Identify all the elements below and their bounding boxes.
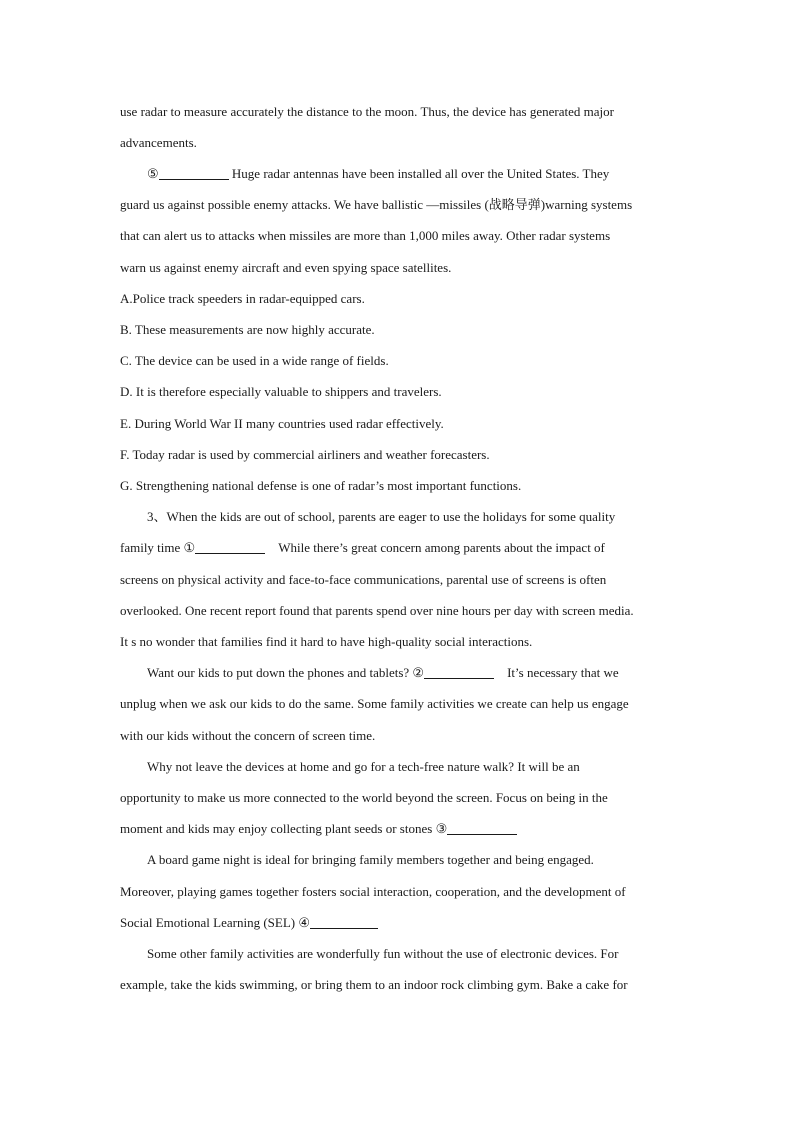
option-f: F. Today radar is used by commercial airliners and weather forecasters. [120,447,490,462]
text-line: guard us against possible enemy attacks. We have ballistic —missiles (战略导弹)warning systems [120,197,633,212]
answer-blank-4[interactable] [310,916,378,929]
text-line: use radar to measure accurately the distance to the moon. Thus, the device has generated major [120,104,614,119]
answer-blank-3[interactable] [447,822,517,835]
text-span: Huge radar antennas have been installed all over the United States. They [231,166,610,181]
option-g: G. Strengthening national defense is one of radar’s most important functions. [120,478,522,493]
text-line: overlooked. One recent report found that parents spend over nine hours per day with screen media. [120,603,634,618]
text-line-with-blank [120,540,676,556]
text-line: with our kids without the concern of screen time. [120,728,376,743]
text-line-with-blank [120,821,676,837]
text-line: It s no wonder that families find it hard to have high-quality social interactions. [120,634,533,649]
option-d: D. It is therefore especially valuable to shippers and travelers. [120,384,442,399]
text-line: Why not leave the devices at home and go for a tech-free nature walk? It will be an [147,759,580,774]
blank-number-1: ① [183,540,196,555]
text-line: example, take the kids swimming, or bring them to an indoor rock climbing gym. Bake a cake for [120,977,628,992]
text-line: Moreover, playing games together fosters social interaction, cooperation, and the development of [120,884,626,899]
text-span: Social Emotional Learning (SEL) [120,915,299,930]
option-e: E. During World War II many countries used radar effectively. [120,416,444,431]
text-line: unplug when we ask our kids to do the same. Some family activities we create can help us engage [120,696,629,711]
text-span: While there’s great concern among parents about the impact of [278,540,605,555]
passage-3-heading-line: 3、When the kids are out of school, parents are eager to use the holidays for some quality [147,509,616,524]
option-a: A.Police track speeders in radar-equipped cars. [120,291,365,306]
option-b: B. These measurements are now highly accurate. [120,322,375,337]
text-line: screens on physical activity and face-to-face communications, parental use of screens is often [120,572,607,587]
text-line: that can alert us to attacks when missiles are more than 1,000 miles away. Other radar systems [120,228,611,243]
option-c: C. The device can be used in a wide range of fields. [120,353,389,368]
text-line: A board game night is ideal for bringing family members together and being engaged. [147,852,594,867]
text-line: opportunity to make us more connected to the world beyond the screen. Focus on being in the [120,790,608,805]
answer-blank-1[interactable] [195,541,265,554]
answer-blank-2[interactable] [424,666,494,679]
text-span: It’s necessary that we [507,665,619,680]
blank-number-4: ④ [298,915,310,930]
paragraph-5-first-line [147,166,676,182]
text-line: warn us against enemy aircraft and even spying space satellites. [120,260,452,275]
text-span: Want our kids to put down the phones and tablets? [147,665,413,680]
text-line: advancements. [120,135,197,150]
blank-number-5: ⑤ [147,166,159,181]
text-line-with-blank [120,915,676,931]
text-line: Some other family activities are wonderfully fun without the use of electronic devices. For [147,946,619,961]
blank-number-2: ② [412,665,425,680]
text-span: family time [120,540,184,555]
blank-number-3: ③ [435,821,448,836]
answer-blank-5[interactable] [159,167,229,180]
text-line-with-blank [147,665,676,681]
text-span: moment and kids may enjoy collecting plant seeds or stones [120,821,436,836]
